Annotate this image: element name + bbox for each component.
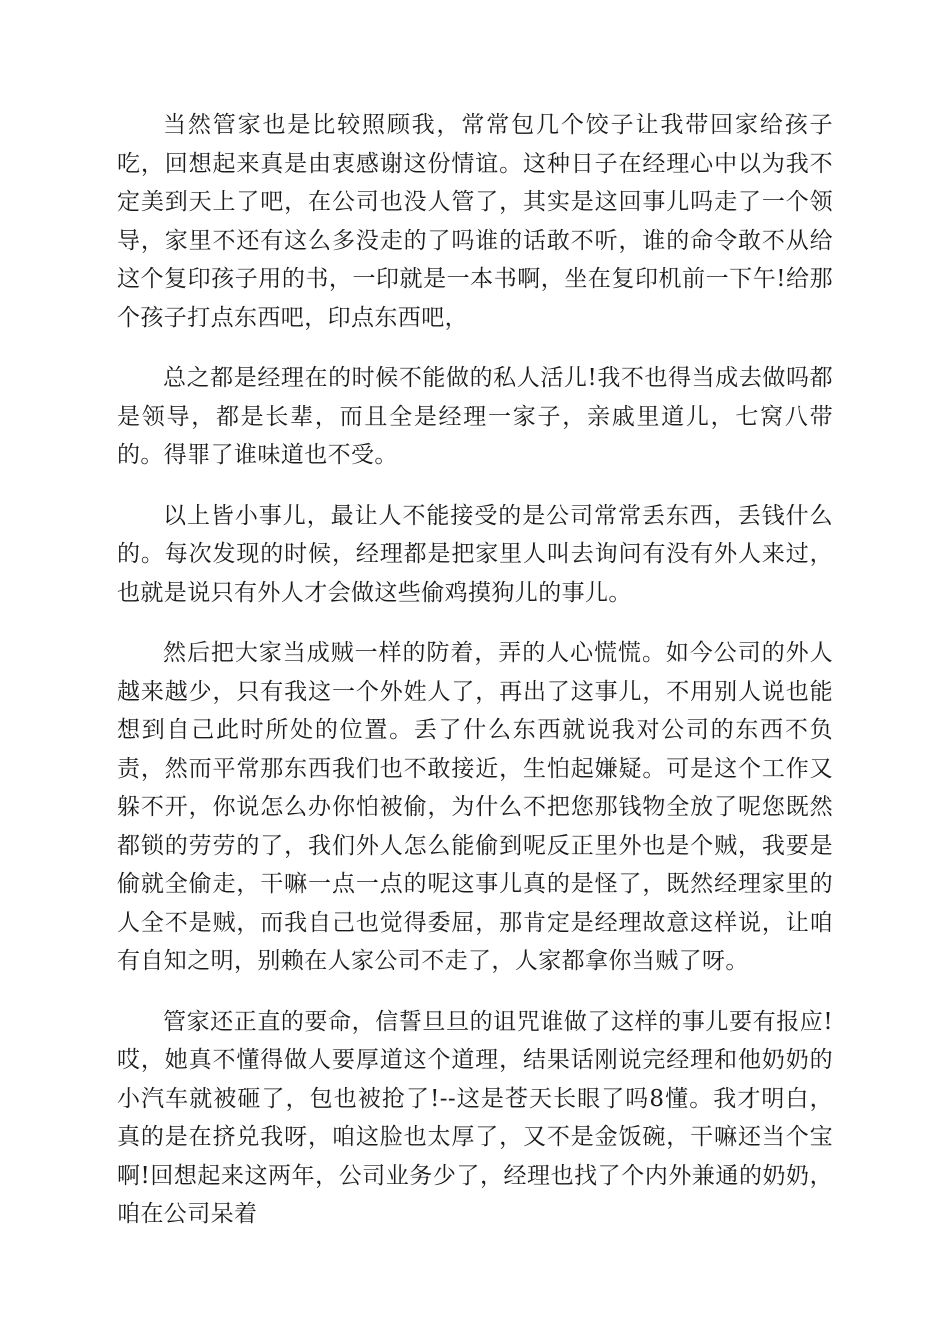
paragraph-1: 当然管家也是比较照顾我，常常包几个饺子让我带回家给孩子吃，回想起来真是由衷感谢这份情谊。这种日子在经理心中以为我不定美到天上了吧，在公司也没人管了，其实是这回事儿吗走了一个领导，家里不还有这么多没走的了吗谁的话敢不听，谁的命令敢不从给这个复印孩子用的书，一印就是一本书啊，坐在复印机前一下午!给那个孩子打点东西吧，印点东西吧， xyxy=(117,112,833,331)
paragraph-4: 然后把大家当成贼一样的防着，弄的人心慌慌。如今公司的外人越来越少，只有我这一个外姓人了，再出了这事儿，不用别人说也能想到自己此时所处的位置。丢了什么东西就说我对公司的东西不负责，然而平常那东西我们也不敢接近，生怕起嫌疑。可是这个工作又躲不开，你说怎么办你怕被偷，为什么不把您那钱物全放了呢您既然都锁的劳劳的了，我们外人怎么能偷到呢反正里外也是个贼，我要是偷就全偷走，干嘛一点一点的呢这事儿真的是怪了，既然经理家里的人全不是贼，而我自己也觉得委屈，那肯定是经理故意这样说，让咱有自知之明，别赖在人家公司不走了，人家都拿你当贼了呀。 xyxy=(117,640,833,974)
paragraph-3: 以上皆小事儿，最让人不能接受的是公司常常丢东西，丢钱什么的。每次发现的时候，经理都是把家里人叫去询问有没有外人来过，也就是说只有外人才会做这些偷鸡摸狗儿的事儿。 xyxy=(117,502,833,606)
document-body xyxy=(117,106,833,1234)
paragraph-2: 总之都是经理在的时候不能做的私人活儿!我不也得当成去做吗都是领导，都是长辈，而且全是经理一家子，亲戚里道儿，七窝八带的。得罪了谁味道也不受。 xyxy=(117,365,833,468)
paragraph-5: 管家还正直的要命，信誓旦旦的诅咒谁做了这样的事儿要有报应!哎，她真不懂得做人要厚道这个道理，结果话刚说完经理和他奶奶的小汽车就被砸了，包也被抢了!--这是苍天长眼了吗8懂。我才明白，真的是在挤兑我呀，咱这脸也太厚了，又不是金饭碗，干嘛还当个宝啊!回想起来这两年，公司业务少了，经理也找了个内外兼通的奶奶，咱在公司呆着 xyxy=(117,1008,833,1227)
